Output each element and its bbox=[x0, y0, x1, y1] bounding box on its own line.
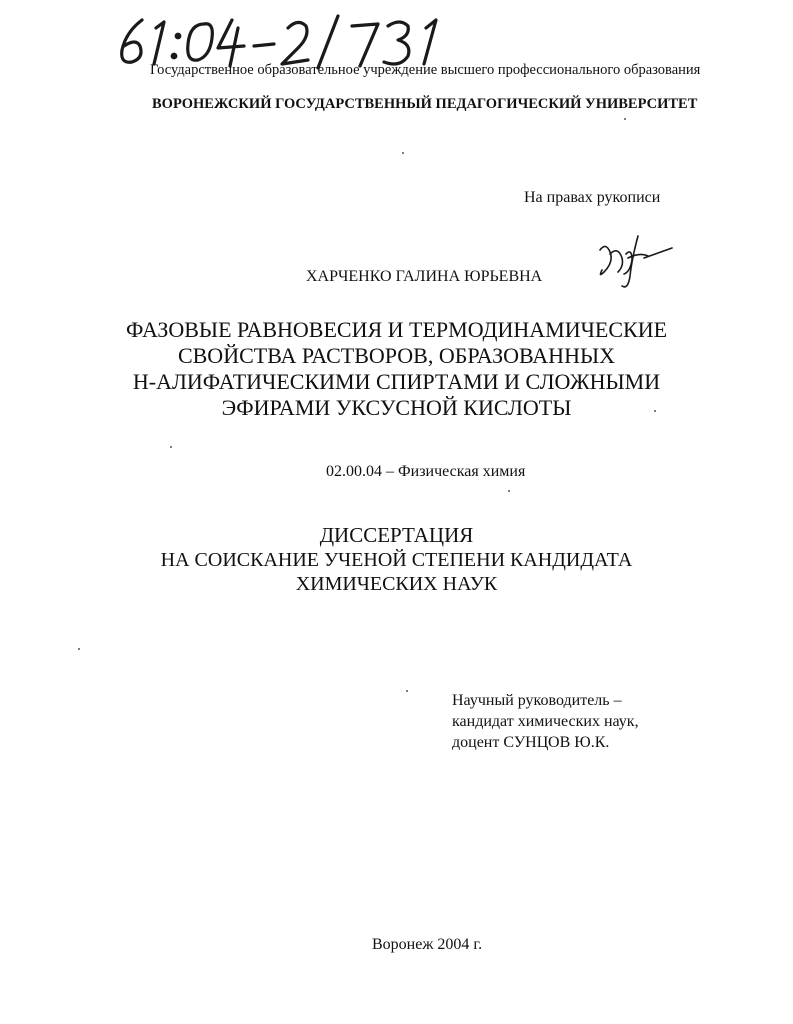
scan-speck bbox=[170, 446, 172, 448]
university-name: ВОРОНЕЖСКИЙ ГОСУДАРСТВЕННЫЙ ПЕДАГОГИЧЕСКИЙ УНИВЕРСИТЕТ bbox=[152, 96, 698, 112]
author-signature bbox=[592, 228, 676, 294]
rights-note: На правах рукописи bbox=[524, 189, 661, 206]
advisor-line: Научный руководитель – bbox=[452, 692, 622, 709]
scan-speck bbox=[654, 410, 656, 412]
advisor-line: доцент СУНЦОВ Ю.К. bbox=[452, 734, 610, 751]
title-line: ЭФИРАМИ УКСУСНОЙ КИСЛОТЫ bbox=[221, 395, 572, 420]
title-line: ФАЗОВЫЕ РАВНОВЕСИЯ И ТЕРМОДИНАМИЧЕСКИЕ bbox=[125, 317, 668, 342]
scan-speck bbox=[508, 490, 510, 492]
scan-speck bbox=[624, 118, 626, 120]
dissertation-title bbox=[0, 317, 793, 421]
title-line: СВОЙСТВА РАСТВОРОВ, ОБРАЗОВАННЫХ bbox=[177, 343, 616, 368]
specialty-code: 02.00.04 – Физическая химия bbox=[326, 463, 526, 480]
scan-speck bbox=[402, 152, 404, 154]
city-year: Воронеж 2004 г. bbox=[372, 936, 483, 953]
institution-type: Государственное образовательное учреждение высшего профессионального образования bbox=[150, 62, 701, 78]
scan-speck bbox=[406, 690, 408, 692]
title-line: Н-АЛИФАТИЧЕСКИМИ СПИРТАМИ И СЛОЖНЫМИ bbox=[132, 369, 661, 394]
advisor-line: кандидат химических наук, bbox=[452, 713, 639, 730]
scan-speck bbox=[78, 648, 80, 650]
author-name: ХАРЧЕНКО ГАЛИНА ЮРЬЕВНА bbox=[306, 268, 543, 285]
scientific-advisor bbox=[452, 690, 639, 753]
dissertation-subtitle bbox=[0, 548, 793, 596]
subtitle-line: ХИМИЧЕСКИХ НАУК bbox=[295, 573, 498, 595]
dissertation-heading: ДИССЕРТАЦИЯ bbox=[319, 523, 474, 547]
subtitle-line: НА СОИСКАНИЕ УЧЕНОЙ СТЕПЕНИ КАНДИДАТА bbox=[160, 549, 633, 571]
